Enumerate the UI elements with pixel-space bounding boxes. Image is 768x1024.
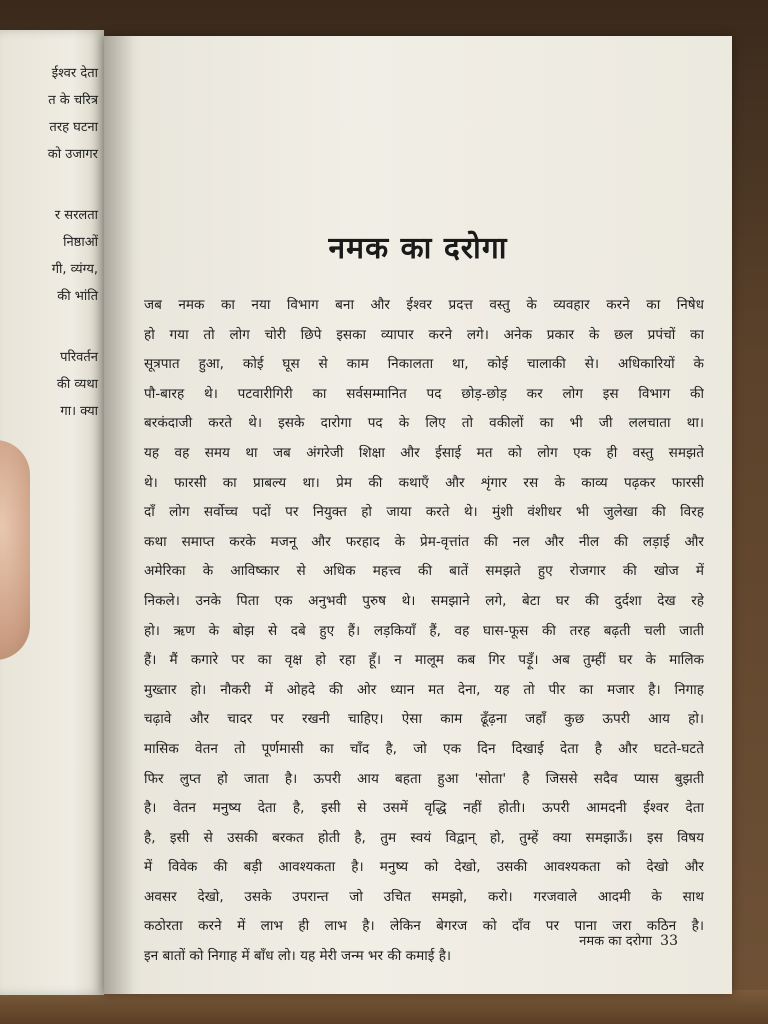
text-line: हो गया तो लोग चोरी छिपे इसका व्यापार करने लगे। अनेक प्रकार के छल प्रपंचों का (144, 326, 704, 343)
table-surface (0, 990, 768, 1024)
text-line: दाँ लोग सर्वोच्च पदों पर नियुक्त हो जाया करते थे। मुंशी वंशीधर भी जुलेखा की विरह (144, 504, 704, 521)
left-line: र सरलता (54, 208, 98, 223)
text-line: अवसर देखो, उसके उपरान्त जो उचित समझो, करो। गरजवाले आदमी के साथ (144, 888, 704, 905)
left-line: गी, व्यंग्य, (51, 262, 98, 277)
left-line: निष्ठाओं (63, 235, 98, 250)
text-line: फिर लुप्त हो जाता है। ऊपरी आय बहता हुआ 'सोता' है जिससे सदैव प्यास बुझती (144, 770, 704, 787)
text-line: अमेरिका के आविष्कार से अधिक महत्त्व की बातें समझते हुए रोजगार की खोज में (144, 563, 704, 580)
text-line: है। वेतन मनुष्य देता है, इसी से उसमें वृद्धि नहीं होती। ऊपरी आमदनी ईश्वर देता (144, 800, 704, 817)
text-line: इन बातों को निगाह में बाँध लो। यह मेरी जन्म भर की कमाई है। (144, 948, 452, 965)
text-line: सूत्रपात हुआ, कोई घूस से काम निकालता था, कोई चालाकी से। अधिकारियों के (144, 356, 704, 373)
left-line: ईश्वर देता (51, 66, 98, 81)
text-line: निकले। उनके पिता एक अनुभवी पुरुष थे। समझाने लगे, बेटा घर की दुर्दशा देख रहे (144, 592, 704, 609)
text-line: कठोरता करने में लाभ ही लाभ है। लेकिन बेगरज को दाँव पर पाना जरा कठिन है। (144, 918, 704, 935)
page-number: 33 (660, 933, 678, 949)
left-gap (0, 310, 98, 344)
page-footer (579, 931, 678, 949)
left-page (0, 30, 104, 995)
text-line: पौ-बारह थे। पटवारीगिरी का सर्वसम्मानित पद छोड़-छोड़ कर लोग इस विभाग की (144, 385, 704, 402)
thumb (0, 440, 30, 660)
chapter-title: नमक का दरोगा (328, 231, 508, 266)
left-line: परिवर्तन (60, 350, 98, 365)
text-line: चढ़ावे और चादर पर रखनी चाहिए। ऐसा काम ढूँढ़ना जहाँ कुछ ऊपरी आय हो। (144, 711, 704, 728)
text-line: हो। ऋण के बोझ से दबे हुए हैं। लड़कियाँ हैं, वह घास-फूस की तरह बढ़ती चली जाती (144, 622, 704, 639)
text-line: कथा समाप्त करके मजनू और फरहाद के प्रेम-वृत्तांत की नल और नील की लड़ाई और (144, 533, 704, 550)
left-line: त के चरित्र (48, 93, 98, 108)
running-title: नमक का दरोगा (579, 934, 653, 949)
left-line: को उजागर (47, 147, 98, 162)
left-gap (0, 168, 98, 202)
text-line: है, इसी से उसकी बरकत होती है, तुम स्वयं विद्वान् हो, तुम्हें क्या समझाऊँ। इस विषय (144, 829, 704, 846)
left-page-text (0, 60, 98, 425)
text-line: थे। फारसी का प्राबल्य था। प्रेम की कथाएँ और शृंगार रस के काव्य पढ़कर फारसी (144, 474, 704, 491)
body-text (144, 291, 704, 972)
text-line: मुख्तार हो। नौकरी में ओहदे की ओर ध्यान मत देना, यह तो पीर का मजार है। निगाह (144, 681, 704, 698)
left-line: की भांति (57, 289, 98, 304)
left-line: तरह घटना (49, 120, 98, 135)
text-line: यह वह समय था जब अंगरेजी शिक्षा और ईसाई मत को लोग एक ही वस्तु समझते (144, 444, 704, 461)
text-line: बरकंदाजी करते थे। इसके दारोगा पद के लिए तो वकीलों का भी जी ललचाता था। (144, 415, 704, 432)
page-gutter-shadow (104, 36, 134, 994)
book-page (104, 36, 732, 994)
text-line: हैं। मैं कगारे पर का वृक्ष हो रहा हूँ। न मालूम कब गिर पड़ूँ। अब तुम्हीं घर के मालिक (144, 652, 704, 669)
text-line: में विवेक की बड़ी आवश्यकता है। मनुष्य को देखो, उसकी आवश्यकता को देखो और (144, 859, 704, 876)
left-line: गा। क्या (60, 404, 98, 419)
text-line: मासिक वेतन तो पूर्णमासी का चाँद है, जो एक दिन दिखाई देता है और घटते-घटते (144, 740, 704, 757)
text-line: जब नमक का नया विभाग बना और ईश्वर प्रदत्त वस्तु के व्यवहार करने का निषेध (144, 297, 704, 313)
left-line: की व्यथा (56, 377, 98, 392)
